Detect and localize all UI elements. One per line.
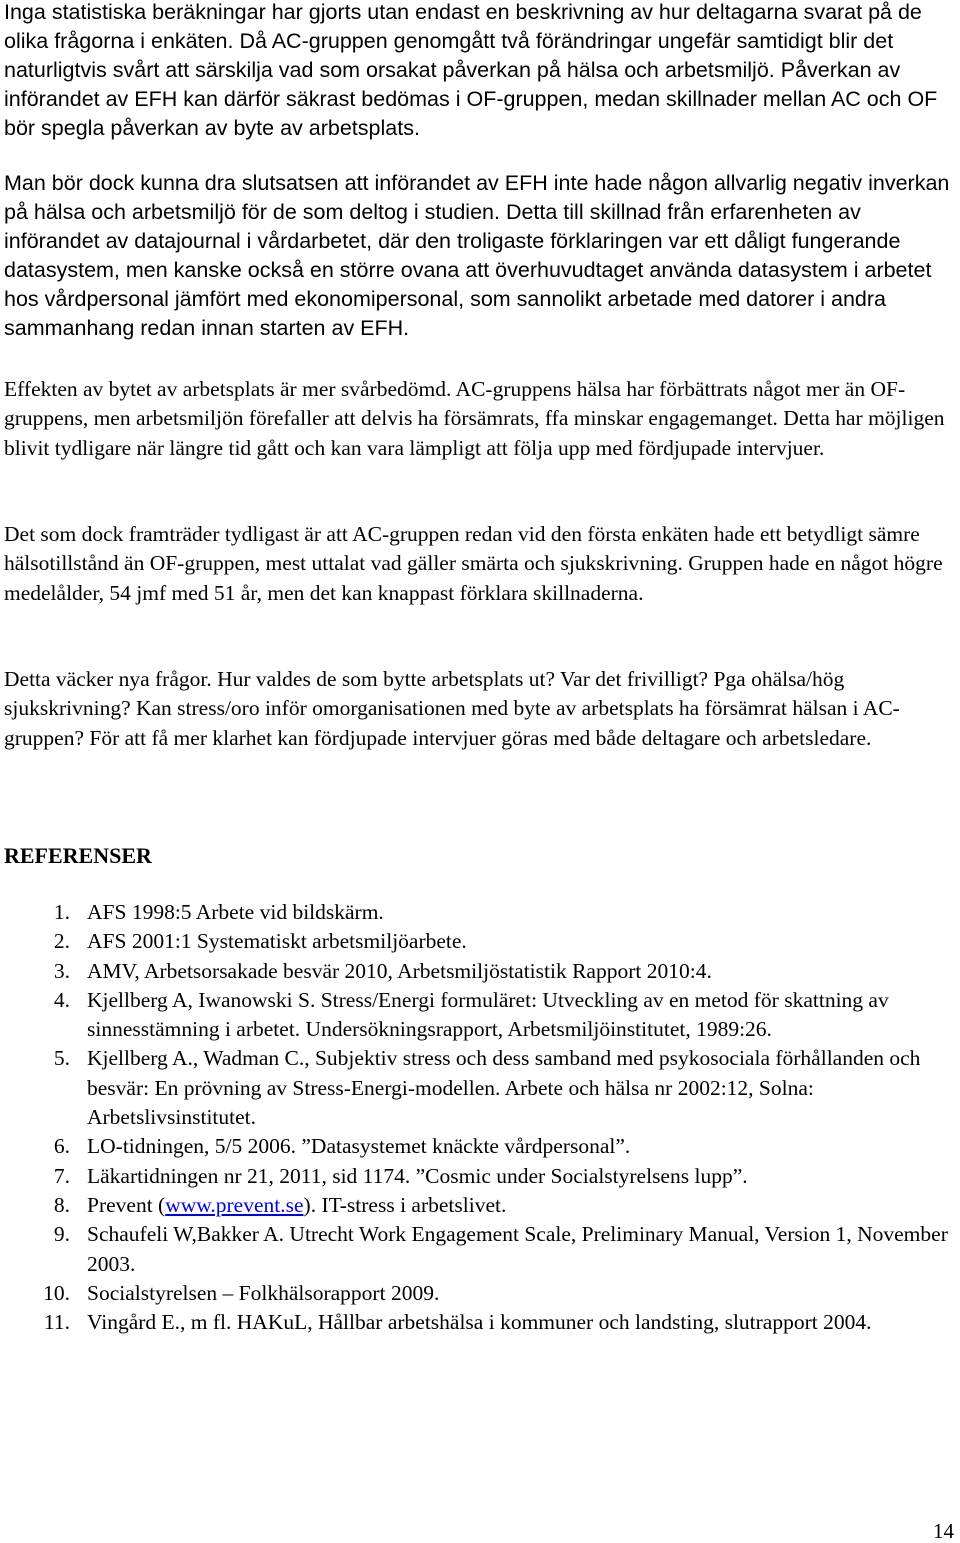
list-item (0, 1162, 950, 1191)
reference-number: 11. (43, 1310, 70, 1335)
finding-paragraph: Det som dock framträder tydligast är att AC-gruppen redan vid den första enkäten hade ett betydligt sämre hälsotillstånd än OF-gruppen, mest uttalat vad gäller smärta och sjukskrivning. Gruppen hade en något högre medelålder, 54 jmf med 51 år, men det kan knappast förklara skillnaderna. (4, 522, 943, 605)
conclusion-paragraph: Man bör dock kunna dra slutsatsen att införandet av EFH inte hade någon allvarlig negativ inverkan på hälsa och arbetsmiljö för de som deltog i studien. Detta till skillnad från erfarenheten av införandet av datajournal i vårdarbetet, där den troligaste förklaringen var ett dåligt fungerande datasystem, men kanske också en större ovana att överhuvudtaget använda datasystem i arbetet hos vårdpersonal jämfört med ekonomipersonal, som sannolikt arbetade med datorer i andra sammanhang redan innan starten av EFH. (4, 171, 950, 340)
prevent-website-link[interactable]: www.prevent.se (165, 1192, 304, 1217)
reference-text: AFS 1998:5 Arbete vid bildskärm. (87, 900, 384, 924)
reference-text-after-link: ). IT-stress i arbetslivet. (303, 1192, 507, 1217)
reference-text: Socialstyrelsen – Folkhälsorapport 2009. (87, 1280, 440, 1305)
reference-text-before-link: Prevent ( (87, 1192, 166, 1217)
reference-number: 7. (53, 1163, 70, 1188)
reference-number: 6. (53, 1134, 70, 1159)
effect-paragraph: Effekten av bytet av arbetsplats är mer svårbedömd. AC-gruppens hälsa har förbättrats något mer än OF-gruppens, men arbetsmiljön förefaller att delvis ha försämrats, ffa minskar engagemanget. Detta har möjligen blivit tydligare när längre tid gått och kan vara lämpligt att följa upp med fördjupade intervjuer. (4, 377, 945, 460)
list-item (0, 1191, 950, 1220)
list-item (0, 1308, 950, 1337)
questions-paragraph: Detta väcker nya frågor. Hur valdes de som bytte arbetsplats ut? Var det frivilligt? Pga ohälsa/hög sjukskrivning? Kan stress/oro inför omorganisationen med byte av arbetsplats ha försämrat hälsan i AC- gruppen? För att få mer klarhet kan fördjupade intervjuer göras med både deltagare och arbetsledare. (4, 667, 900, 750)
reference-number: 9. (53, 1222, 70, 1247)
reference-text: Schaufeli W,Bakker A. Utrecht Work Engagement Scale, Preliminary Manual, Version 1, November 2003. (87, 1222, 948, 1276)
reference-text: AFS 2001:1 Systematiskt arbetsmiljöarbete. (87, 929, 467, 954)
reference-text: Vingård E., m fl. HAKuL, Hållbar arbetshälsa i kommuner och landsting, slutrapport 2004. (87, 1310, 872, 1335)
reference-number: 2. (53, 929, 70, 954)
reference-number: 8. (53, 1192, 70, 1217)
reference-text: Kjellberg A, Iwanowski S. Stress/Energi formuläret: Utveckling av en metod för skattning av sinnesstämning i arbetet. Undersökningsrapport, Arbetsmiljöinstitutet, 1989:26. (87, 987, 889, 1042)
reference-number: 5. (53, 1046, 70, 1071)
reference-number: 10. (43, 1280, 70, 1305)
list-item (0, 986, 950, 1045)
reference-number: 4. (53, 987, 70, 1012)
reference-text: AMV, Arbetsorsakade besvär 2010, Arbetsmiljöstatistik Rapport 2010:4. (87, 958, 712, 983)
list-item (0, 898, 950, 927)
list-item (0, 1279, 950, 1308)
list-item (0, 1132, 950, 1161)
reference-text: LO-tidningen, 5/5 2006. ”Datasystemet knäckte vårdpersonal”. (87, 1134, 631, 1159)
reference-text: Kjellberg A., Wadman C., Subjektiv stress och dess samband med psykosociala förhållanden och besvär: En prövning av Stress-Energi-modellen. Arbete och hälsa nr 2002:12, Solna: Arbetslivsinstitutet. (87, 1046, 921, 1130)
list-item (0, 1044, 950, 1132)
intro-paragraph: Inga statistiska beräkningar har gjorts utan endast en beskrivning av hur deltagarna svarat på de olika frågorna i enkäten. Då AC-gruppen genomgått två förändringar ungefär samtidigt blir det naturligtvis svårt att särskilja vad som orsakat påverkan på hälsa och arbetsmiljö. Påverkan av införandet av EFH kan därför säkrast bedömas i OF-gruppen, medan skillnader mellan AC och OF bör spegla påverkan av byte av arbetsplats. (4, 0, 938, 140)
reference-list (0, 898, 950, 1337)
list-item (0, 1220, 950, 1279)
references-heading: REFERENSER (4, 843, 152, 868)
reference-number: 3. (53, 958, 70, 983)
page-number: 14 (933, 1519, 954, 1543)
reference-text: Läkartidningen nr 21, 2011, sid 1174. ”Cosmic under Socialstyrelsens lupp”. (87, 1163, 748, 1188)
reference-number: 1. (53, 900, 70, 924)
list-item (0, 957, 950, 986)
list-item (0, 927, 950, 956)
